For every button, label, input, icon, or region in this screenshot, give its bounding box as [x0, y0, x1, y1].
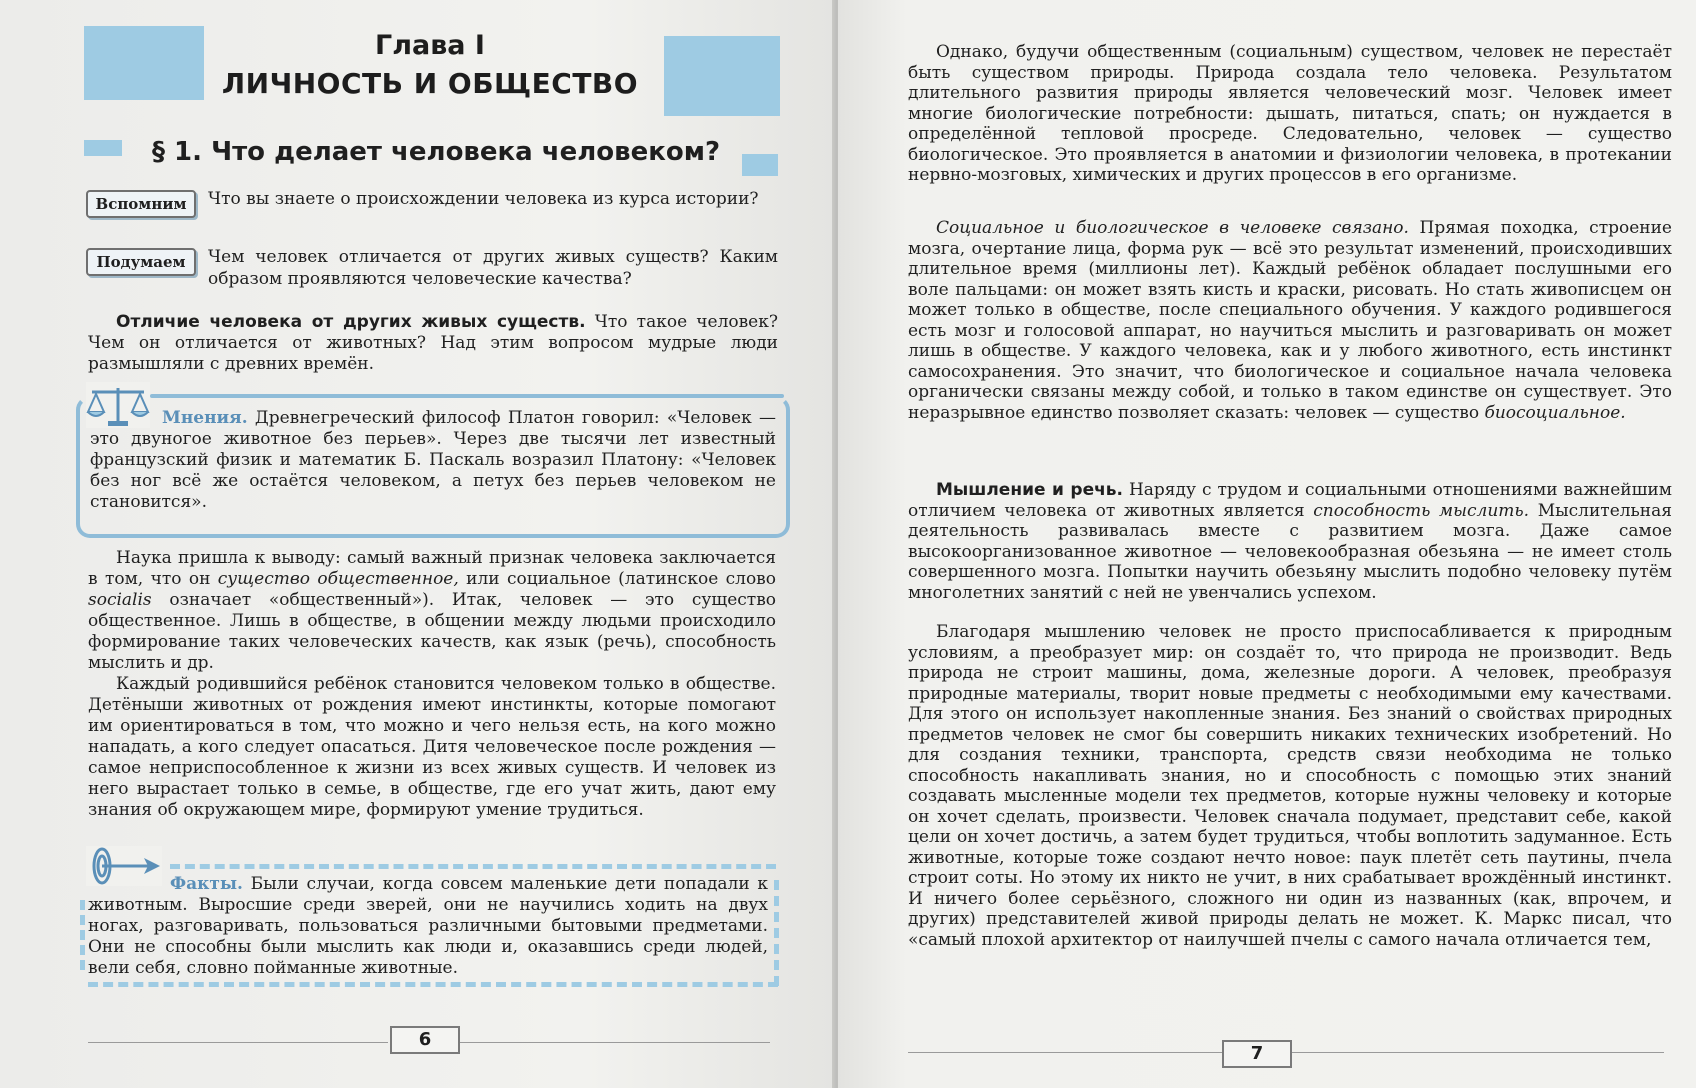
facts-box-right-border [774, 880, 779, 986]
intro-text: Что такое человек? Чем он отличается от животных? Над этим вопросом мудрые люди размышляли с древних времён. [88, 312, 778, 374]
facts-box-left-border [80, 900, 85, 970]
facts-box-bottom-border [88, 982, 778, 987]
paragraph-title: § 1. Что делает человека человеком? [152, 137, 721, 167]
intro-paragraph [88, 312, 778, 375]
right-paragraph-4: Благодаря мышлению человек не просто приспосабливается к природным условиям, а преобразует мир: он создаёт то, что природа не производит. Ведь природа не строит машины, дома, железные дороги. А человек, преобразуя природные материалы, творит новые предметы с необходимыми ему качествами. Для этого он использует накопленные знания. Без знаний о свойствах природных предметов человек не смог бы совершить никаких технических изобретений. Но для создания техники, транспорта, средств связи необходима не только способность накапливать знания, но и способность с помощью этих знаний создавать мысленные модели тех предметов, которые нужны человеку и которые он хочет сделать, произвести. Человек сначала подумает, представит себе, какой цели он хочет достичь, а затем будет трудиться, чтобы воплотить задуманное. Есть животные, которые тоже создают нечто новое: паук плетёт сеть паутины, пчела строит соты. Но этому их никто не учит, в них срабатывает врождённый инстинкт. И ничего более серьёзного, сложного ни один из названных (как, впрочем, и других) представителей живой природы делать не может. К. Маркс писал, что «самый плохой архитектор от наилучшей пчелы с самого начала отличается тем, [908, 622, 1672, 950]
opinion-text-block [90, 408, 776, 513]
left-paragraph-1 [88, 548, 776, 674]
facts-text: Были случаи, когда совсем маленькие дети попадали к животным. Выросшие среди зверей, они не научились ходить на двух ногах, разговаривать, пользоваться различными бытовыми предметами. Они не способны были мыслить как люди и, оказавшись среди людей, вели себя, словно пойманные животные. [88, 874, 769, 978]
left-p1-part-b: или социальное (латинское слово [458, 569, 776, 589]
right-page [838, 0, 1696, 1088]
chapter-name: ЛИЧНОСТЬ И ОБЩЕСТВО [221, 67, 639, 100]
question-text-think: Чем человек отличается от других живых существ? Каким образом проявляются человеческие качества? [208, 247, 778, 289]
opinion-box-top-line [150, 394, 784, 398]
left-p1-emphasis: существо общественное, [217, 569, 459, 589]
opinion-label: Мнения. [162, 408, 248, 428]
right-p2-text: Прямая походка, строение мозга, очертание лица, форма рук — всё это результат изменений, происходивших длительное время (миллионы лет). Каждый ребёнок обладает послушными его воле пальцами: он может взять кисть и краски, рисовать. Но стать живописцем он может только в обществе, после специального обучения. У каждого родившегося есть мозг и голосовой аппарат, но научиться мыслить и разговаривать он может лишь в обществе. У каждого человека, как и у любого животного, есть инстинкт самосохранения. Это значит, что биологическое и социальное начала человека органически связаны между собой, и только в таком единстве он существует. Это неразрывное единство позволяет сказать: человек — существо [908, 218, 1672, 423]
footer-line-left [88, 1042, 388, 1043]
right-p2-biosocial: биосоциальное. [1484, 402, 1626, 423]
page-number-left: 6 [390, 1026, 460, 1054]
left-p1-latin: socialis [88, 590, 152, 610]
right-paragraph-3 [908, 480, 1672, 603]
right-p2-emphasis: Социальное и биологическое в человеке связано. [936, 218, 1409, 238]
chapter-number: Глава I [375, 30, 485, 61]
chapter-decor-block-right [664, 36, 780, 116]
right-paragraph-1: Однако, будучи общественным (социальным) существом, человек не перестаёт быть существом природы. Природа создала тело человека. Результатом длительного развития природы является человеческий мозг. Человек имеет многие биологические потребности: дышать, питаться, спать; он нуждается в определённой тепловой просреде. Следовательно, человек — существо биологическое. Это проявляется в анатомии и физиологии человека, в протекании нервно-мозговых, химических и других процессов в его организме. [908, 42, 1672, 185]
chapter-decor-block-left [84, 26, 204, 100]
facts-box-top-border [170, 864, 776, 869]
right-p3-part-a: Наряду с трудом и социальными отношениями важнейшим отличием человека от животных является [908, 480, 1672, 521]
facts-label: Факты. [170, 874, 243, 894]
footer-line-right [460, 1042, 770, 1043]
left-page [0, 0, 836, 1088]
right-p3-emphasis: способность мыслить. [1313, 500, 1530, 521]
thinking-speech-heading: Мышление и речь. [936, 480, 1123, 500]
intro-heading: Отличие человека от других живых существ. [116, 312, 586, 332]
question-tag-recall: Вспомним [86, 190, 196, 218]
footer-line-right-right-page [1292, 1052, 1664, 1053]
left-paragraph-2: Каждый родившийся ребёнок становится человеком только в обществе. Детёныши животных от рождения имеют инстинкты, которые помогают им ориентироваться в том, что можно и чего нельзя есть, на кого можно нападать, а кого следует опасаться. Дитя человеческое после рождения — самое неприспособленное к жизни из всех живых существ. И человек из него вырастает только в семье, в обществе, где его учат жить, дают ему знания об окружающем мире, формируют умение трудиться. [88, 674, 776, 820]
paragraph-decor-bar-left [84, 140, 122, 156]
left-p1-part-c: означает «общественный»). Итак, человек — это существо общественное. Лишь в обществе, в общении между людьми происходило формирование таких человеческих качеств, как язык (речь), способность мыслить и др. [88, 590, 776, 673]
opinion-text: Древнегреческий философ Платон говорил: «Человек — это двуногое животное без перьев». Через две тысячи лет известный французский физик и математик Б. Паскаль возразил Платону: «Человек без ног всё же остаётся человеком, а петух без перьев человеком не становится». [90, 408, 776, 512]
right-p3-part-b: Мыслительная деятельность развивалась вместе с развитием мозга. Даже самое высокоорганизованное животное — человекообразная обезьяна — не имеет столь совершенного мозга. Попытки научить обезьяну мыслить подобно человеку путём многолетних занятий с ней не увенчались успехом. [908, 500, 1672, 603]
footer-line-left-right-page [908, 1052, 1222, 1053]
page-number-right: 7 [1222, 1040, 1292, 1068]
question-tag-think: Подумаем [86, 248, 196, 276]
right-paragraph-2 [908, 218, 1672, 423]
chapter-title [200, 30, 660, 100]
question-text-recall: Что вы знаете о происхождении человека из курса истории? [208, 189, 759, 209]
facts-text-block [88, 874, 768, 979]
left-p1-part-a: Наука пришла к выводу: самый важный признак человека заключается в том, что он [88, 548, 776, 589]
